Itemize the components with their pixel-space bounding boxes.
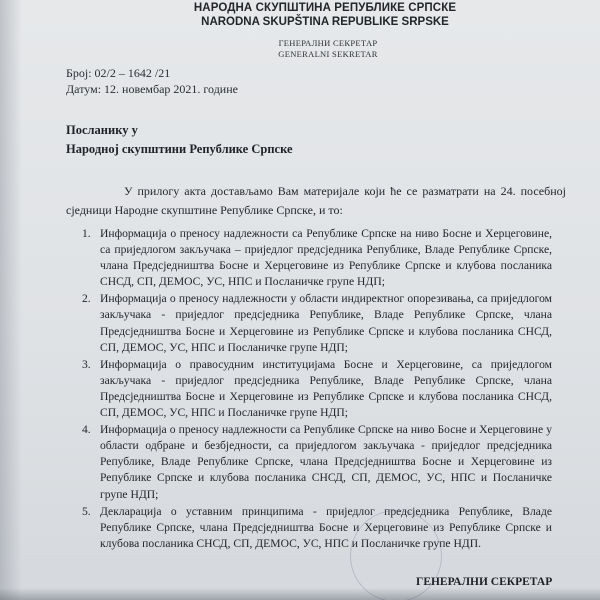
agenda-item-number: 4. bbox=[82, 423, 91, 437]
agenda-item bbox=[82, 226, 552, 290]
signature-title: ГЕНЕРАЛНИ СЕКРЕТАР bbox=[416, 576, 553, 588]
page-bottom-shadow bbox=[0, 588, 600, 600]
addressee-line-2: Народној скупштини Републике Српске bbox=[66, 142, 293, 156]
reference-date: Датум: 12. новембар 2021. године bbox=[66, 82, 238, 96]
agenda-item bbox=[82, 504, 552, 552]
intro-text: У прилогу акта достављамо Вам материјале који ће се разматрати на 24. посебној сједници Народне скупштине Републике Српске, и то: bbox=[66, 184, 566, 217]
agenda-item-text: Информација о преносу надлежности у области индиректног опорезивања, са приједлогом закључака - приједлог предсједника Републике, Владе Републике Српске, члана Предсједништва Босне и Херцеговине из Републике Српске и клубова посланика СНСД, СП, ДЕМОС, УС, НПС и Посланичке групе НДП; bbox=[100, 292, 552, 354]
agenda-item-text: Информација о правосудним институцијама Босне и Херцеговине, са приједлогом закључака - приједлог предсједника Републике, Владе Републике Српске, члана Предсједништва Босне и Херцеговине из Републике Српске и клубова посланика СНСД, СП, ДЕМОС, УС, НПС и Посланичке групе НДП; bbox=[100, 357, 552, 420]
agenda-item-text: Информација о преносу надлежности са Републике Српске на ниво Босне и Херцеговине, са приједлогом закључака – приједлог предсједника Републике, Владе Републике Српске, члана Предсједништва Босне и Херцеговине из Републике Српске и клубова посланика СНСД, СП, ДЕМОС, УС, НПС и Посланичке групе НДП; bbox=[100, 227, 552, 289]
agenda-item-number: 5. bbox=[82, 504, 91, 518]
agenda-item-number: 3. bbox=[82, 357, 91, 371]
reference-number: Број: 02/2 – 1642 /21 bbox=[66, 66, 171, 80]
agenda-item-number: 2. bbox=[82, 292, 91, 306]
agenda-item-number: 1. bbox=[82, 227, 91, 240]
addressee-line-1: Посланику у bbox=[66, 123, 138, 137]
header-latin: NARODNA SKUPŠTINA REPUBLIKE SRPSKE bbox=[201, 16, 449, 28]
agenda-item-text: Информација о преносу надлежности са Републике Српске на ниво Босне и Херцеговине у области одбране и безбједности, са приједлогом закључака - приједлог предсједника Републике, Владе Републике Српске, члана Предсједништва Босне и Херцеговине из Републике Српске и клубова посланика СНСД, СП, ДЕМОС, УС, НПС и Посланичке групе НДП; bbox=[100, 423, 552, 501]
office-cyrillic: ГЕНЕРАЛНИ СЕКРЕТАР bbox=[278, 38, 378, 48]
agenda-item bbox=[82, 357, 552, 421]
agenda-list bbox=[82, 226, 552, 553]
intro-paragraph bbox=[66, 182, 566, 220]
office-latin: GENERALNI SEKRETAR bbox=[278, 49, 378, 59]
agenda-item-text: Декларација о уставним принципима - приједлог предсједника Републике, Владе Републике Српске, члана Предсједништва Босне и Херцеговине из Републике Српске и клубова посланика СНСД, СП, ДЕМОС, УС, НПС и Посланичке групе НДП. bbox=[100, 504, 552, 550]
agenda-item bbox=[82, 291, 552, 355]
page-shadow bbox=[0, 0, 22, 600]
header-cyrillic: НАРОДНА СКУПШТИНА РЕПУБЛИКЕ СРПСКЕ bbox=[193, 2, 457, 14]
agenda-item bbox=[82, 422, 552, 502]
